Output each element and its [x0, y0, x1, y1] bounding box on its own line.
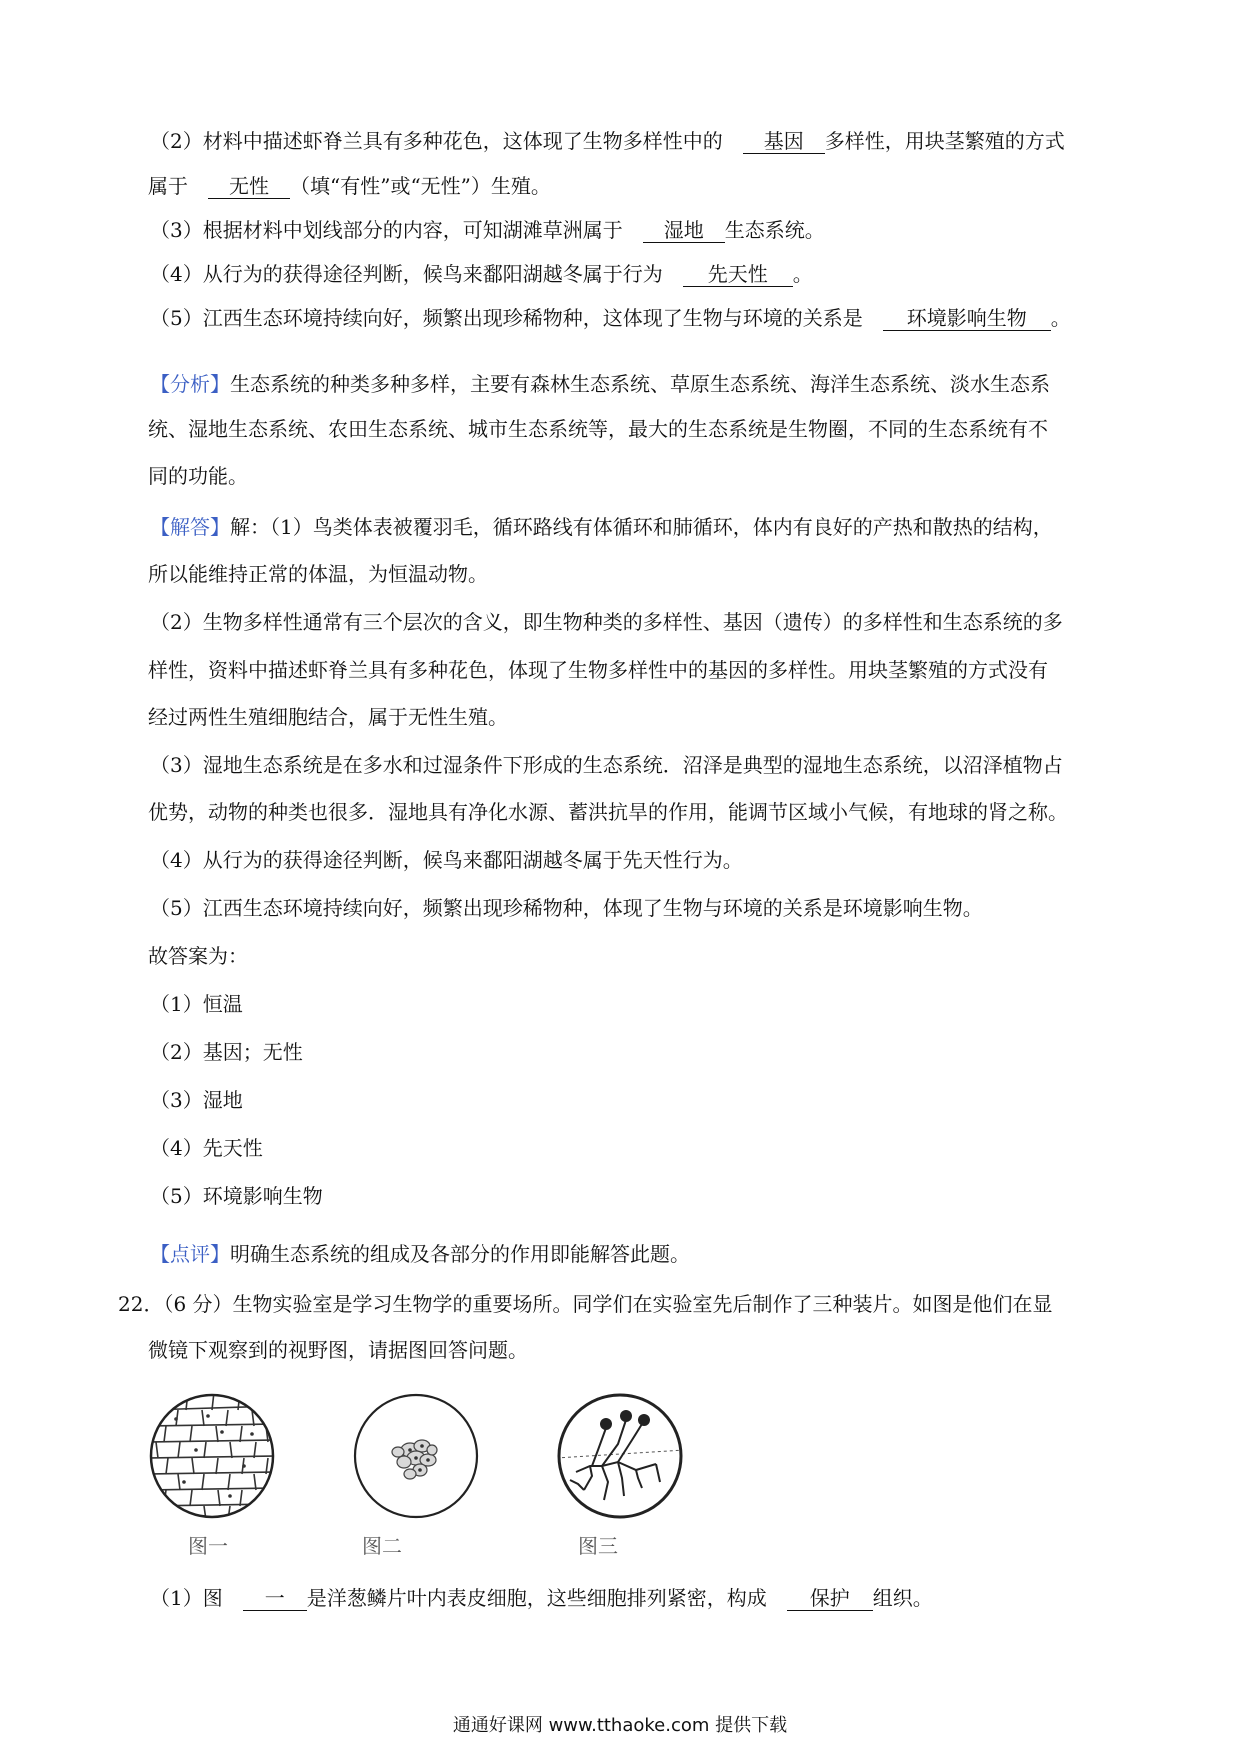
- onion-cells-figure: [148, 1392, 276, 1520]
- answer-tag: 【解答】: [150, 515, 230, 539]
- q21-sub5: （5）江西生态环境持续向好，频繁出现珍稀物种，这体现了生物与环境的关系是 环境影响生物 。: [150, 306, 1071, 330]
- answer-blank: 先天性: [683, 262, 793, 287]
- figure2-caption: 图二: [362, 1534, 402, 1558]
- final-answer-1: （1）恒温: [150, 992, 243, 1016]
- q22-stem-line2: 微镜下观察到的视野图，请据图回答问题。: [148, 1338, 528, 1362]
- answer-blank: 环境影响生物: [883, 306, 1051, 331]
- answer-blank: 无性: [208, 174, 290, 199]
- analysis-line1: 【分析】生态系统的种类多种多样，主要有森林生态系统、草原生态系统、海洋生态系统、淡水生态系: [150, 372, 1050, 396]
- cell-cluster-figure: [352, 1392, 480, 1520]
- figure1-caption: 图一: [188, 1534, 228, 1558]
- q21-sub4: （4）从行为的获得途径判断，候鸟来鄱阳湖越冬属于行为 先天性 。: [150, 262, 813, 286]
- answer-line7: 优势，动物的种类也很多．湿地具有净化水源、蓄洪抗旱的作用，能调节区域小气候，有地球的肾之称。: [148, 800, 1068, 824]
- answer-blank: 一: [243, 1586, 307, 1611]
- comment-line: 【点评】明确生态系统的组成及各部分的作用即能解答此题。: [150, 1242, 690, 1266]
- mold-hyphae-figure: [556, 1392, 684, 1520]
- answer-line1: 【解答】解：（1）鸟类体表被覆羽毛，循环路线有体循环和肺循环，体内有良好的产热和散热的结构，: [150, 515, 1053, 539]
- answer-line8: （4）从行为的获得途径判断，候鸟来鄱阳湖越冬属于先天性行为。: [150, 848, 743, 872]
- q21-sub2-line2: 属于 无性 （填“有性”或“无性”）生殖。: [148, 174, 551, 198]
- q21-sub3: （3）根据材料中划线部分的内容，可知湖滩草洲属于 湿地 生态系统。: [150, 218, 825, 242]
- answer-blank: 湿地: [643, 218, 725, 243]
- answer-line5: 经过两性生殖细胞结合，属于无性生殖。: [148, 705, 508, 729]
- answer-line3: （2）生物多样性通常有三个层次的含义，即生物种类的多样性、基因（遗传）的多样性和生态系统的多: [150, 610, 1063, 634]
- final-answer-3: （3）湿地: [150, 1088, 243, 1112]
- final-answer-5: （5）环境影响生物: [150, 1184, 323, 1208]
- q21-sub2-line1: （2）材料中描述虾脊兰具有多种花色，这体现了生物多样性中的 基因 多样性，用块茎繁殖的方式: [150, 129, 1065, 153]
- final-answer-4: （4）先天性: [150, 1136, 263, 1160]
- q22-stem-line1: 22．（6 分）生物实验室是学习生物学的重要场所。同学们在实验室先后制作了三种装片。如图是他们在显: [118, 1292, 1053, 1316]
- analysis-line2: 统、湿地生态系统、农田生态系统、城市生态系统等，最大的生态系统是生物圈，不同的生态系统有不: [148, 417, 1048, 441]
- analysis-tag: 【分析】: [150, 372, 230, 396]
- answer-line4: 样性，资料中描述虾脊兰具有多种花色，体现了生物多样性中的基因的多样性。用块茎繁殖的方式没有: [148, 658, 1048, 682]
- figure3-caption: 图三: [578, 1534, 618, 1558]
- answer-line6: （3）湿地生态系统是在多水和过湿条件下形成的生态系统．沼泽是典型的湿地生态系统，以沼泽植物占: [150, 753, 1063, 777]
- final-label: 故答案为：: [148, 944, 248, 968]
- comment-tag: 【点评】: [150, 1242, 230, 1266]
- answer-line9: （5）江西生态环境持续向好，频繁出现珍稀物种，体现了生物与环境的关系是环境影响生物。: [150, 896, 983, 920]
- q22-sub1: （1）图 一 是洋葱鳞片叶内表皮细胞，这些细胞排列紧密，构成 保护 组织。: [150, 1586, 933, 1610]
- final-answer-2: （2）基因；无性: [150, 1040, 303, 1064]
- answer-blank: 基因: [743, 129, 825, 154]
- page-footer: 通通好课网 www.tthaoke.com 提供下载: [452, 1715, 788, 1736]
- analysis-line3: 同的功能。: [148, 464, 248, 488]
- answer-blank: 保护: [787, 1586, 873, 1611]
- answer-line2: 所以能维持正常的体温，为恒温动物。: [148, 562, 488, 586]
